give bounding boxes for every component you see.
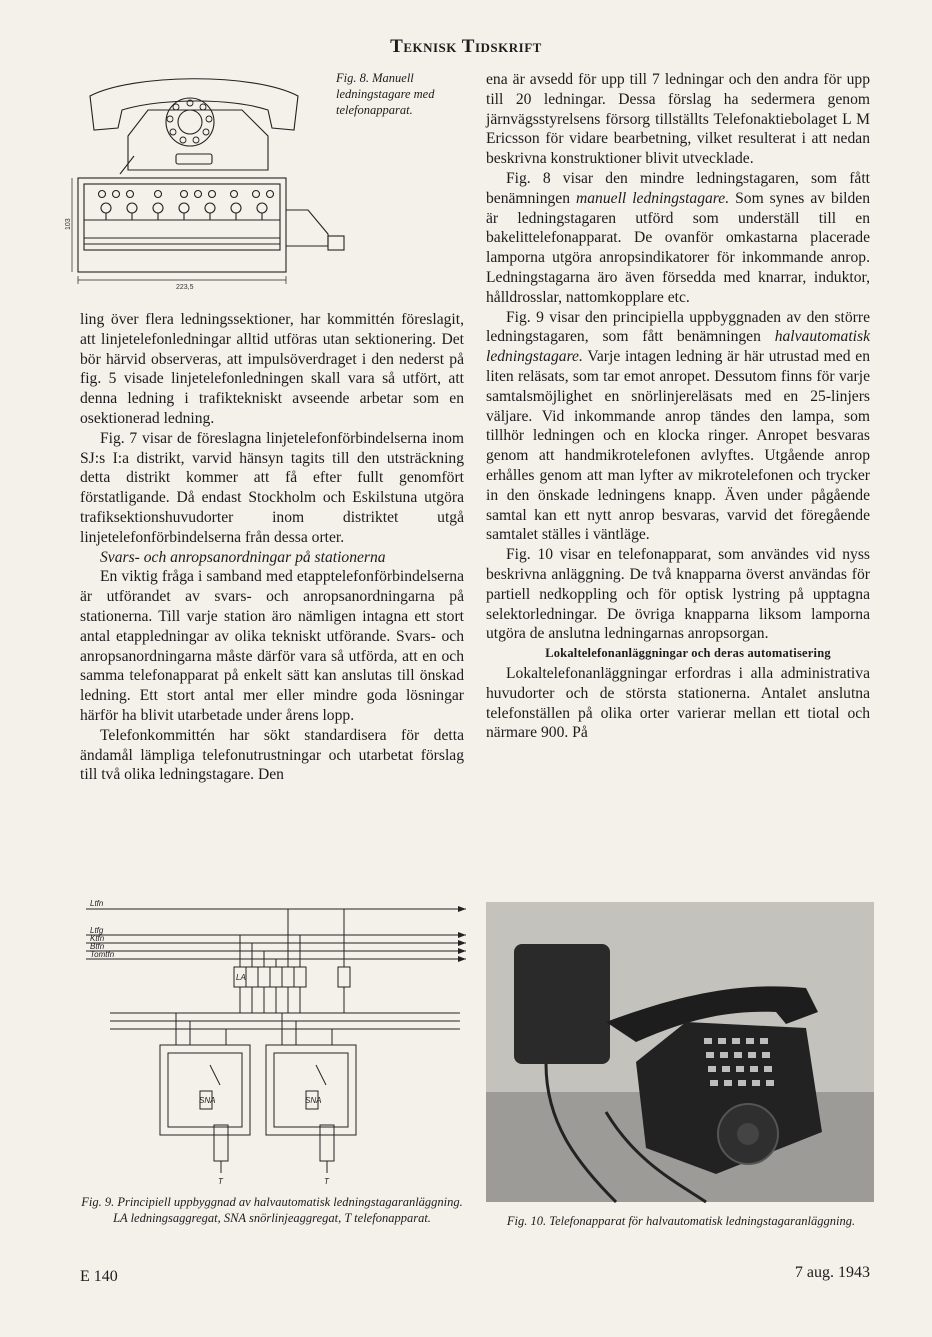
wire-label-ltfg: Ltfg <box>90 926 104 935</box>
right-paragraph-4: Fig. 10 visar en telefonapparat, som användes vid nyss beskrivna anläggning. De två knapparna överst användas för partiell nedkoppling och för optisk lystring på upptagna selektorledningar. De övriga knapparna liksom lamporna utgöra de anslutna ledningarnas anropsorgan. <box>486 546 870 643</box>
t-label-right: T <box>324 1177 329 1186</box>
sna-label-right: SNA <box>305 1096 322 1105</box>
p2-text-a: Fig. 8 visar den mindre ledningstagaren, som fått benämningen <box>486 169 870 207</box>
left-paragraph-4: Telefonkommittén har sökt standardisera för detta ändamål lämpliga telefonutrustningar och utarbetat förslag till två olika ledningstagare. Den <box>80 726 464 784</box>
t-label-left: T <box>218 1177 223 1186</box>
p2-text-b: Som synes av bilden är ledningstagaren utförd som underställ till en bakelittelefonapparat. De ovanför omkastarna placerade lamporna utgöra anropsindikatorer för inkommande anrop. Ledningstagarna äro även försedda med knarrar, induktor, hålldrosslar, nattomkopplare etc. <box>486 189 871 306</box>
wire-label-btfn: Btfn <box>90 942 105 951</box>
left-paragraph-1: ling över flera ledningssektioner, har kommittén föreslagit, att linjetelefonledningar alltid utföras utan sektionering. Det bör härvid observeras, att impulsöverdraget i den nederst på fig. 5 visade linjetelefonledningen skall vara så utfört, att denna ledning i trafiktekniskt avseende arbetar som en osektionerad ledning. <box>80 311 464 427</box>
sna-label-left: SNA <box>199 1096 216 1105</box>
wire-label-ltfn: Ltfn <box>90 899 104 908</box>
right-column <box>486 70 870 743</box>
right-paragraph-1: ena är avsedd för upp till 7 ledningar och den andra för upp till 20 ledningar. Dessa förslag ha sedermera genom järnvägsstyrelsens försorg tillställts Telefonaktiebolaget L M Ericsson för vidare bearbetning, vilket resulterat i att nedan beskrivna konstruktioner blivit utvecklade. <box>486 71 870 168</box>
page-number: E 140 <box>80 1268 118 1285</box>
wire-label-ktfn: Ktfn <box>90 934 105 943</box>
figure-8-caption: Fig. 8. Manuell ledningstagare med telefonapparat. <box>336 71 435 117</box>
fig8-height-dimension: 103 <box>65 218 72 230</box>
p3-text-a: Fig. 9 visar den principiella uppbyggnaden av den större ledningstagaren, som fått benämningen <box>486 308 870 346</box>
figure-10-photo <box>486 902 874 1202</box>
p3-text-b: Varje intagen ledning är här utrustad med en liten reläsats, som tar emot anropet. Dessutom finns för varje samtalsmöjlighet en snörlinjereläsats med en 25-linjers väljare. Vid inkommande anrop tändes den lampa, som tillhör ledningen och en klocka ringer. Anropet besvaras genom att handmikrotelefonen avlyftes. Utgående anrop erhålles genom att man lyfter av mikrotelefonen och trycker in den önskade ledningens knapp. Även under pågående samtal kan ett nytt anrop besvaras, varvid det föregående samtalet ställes i väntläge. <box>486 348 870 544</box>
journal-title: Teknisk Tidskrift <box>390 36 542 57</box>
p3-emphasis: halvautomatisk ledningstagare. <box>486 328 870 366</box>
figure-9-schematic <box>80 895 472 1187</box>
left-paragraph-3: En viktig fråga i samband med etapptelefonförbindelserna är utförandet av svars- och anropsanordningarna på stationerna. Till varje station äro nämligen intagna ett stort antal etappledningar av olika tekniskt utförande. Svars- och anropsanordningarna måste därför vara så utförda, att en och samma telefonapparat på enkelt sätt kan anslutas till önskad ledning. Ett stort antal mer eller mindre goda lösningar härför ha blivit utarbetade under årens lopp. <box>80 568 464 724</box>
right-paragraph-5: Lokaltelefonanläggningar erfordras i alla administrativa huvudorter och de största stationerna. Antalet anslutna telefonställen på olika orter varierar mellan ett tiotal och närmare 900. På <box>486 664 870 742</box>
right-paragraph-2 <box>486 169 870 308</box>
figure-10-caption: Fig. 10. Telefonapparat för halvautomatisk ledningstagaranläggning. <box>506 1214 856 1228</box>
la-label: LA <box>236 973 246 982</box>
page-date: 7 aug. 1943 <box>794 1264 870 1281</box>
wire-label-tomtfn: Tomtfn <box>90 950 115 959</box>
section-heading-svars: Svars- och anropsanordningar på stationerna <box>100 548 386 566</box>
figure-9-caption: Fig. 9. Principiell uppbyggnad av halvautomatisk ledningstagaranläggning. LA ledningsaggregat, SNA snörlinjeaggregat, T telefonapparat. <box>81 1195 463 1225</box>
figure-8-drawing <box>65 70 362 292</box>
left-paragraph-2: Fig. 7 visar de föreslagna linjetelefonförbindelserna inom SJ:s I:a distrikt, varvid hänsyn tagits till den utsträckning detta distrikt kommer att få efter fullt genomfört förstatligande. Då endast Stockholm och Eskilstuna utgöra trafiksektionshuvudorter inom distriktet utgå linjetelefonförbindelserna från dessa orter. <box>80 429 464 546</box>
left-column <box>80 310 464 785</box>
right-paragraph-3 <box>486 308 870 546</box>
fig8-width-dimension: 223,5 <box>176 284 194 291</box>
p2-emphasis: manuell ledningstagare. <box>576 189 730 207</box>
section-heading-lokaltelefon: Lokaltelefonanläggningar och deras automatisering <box>545 646 831 661</box>
